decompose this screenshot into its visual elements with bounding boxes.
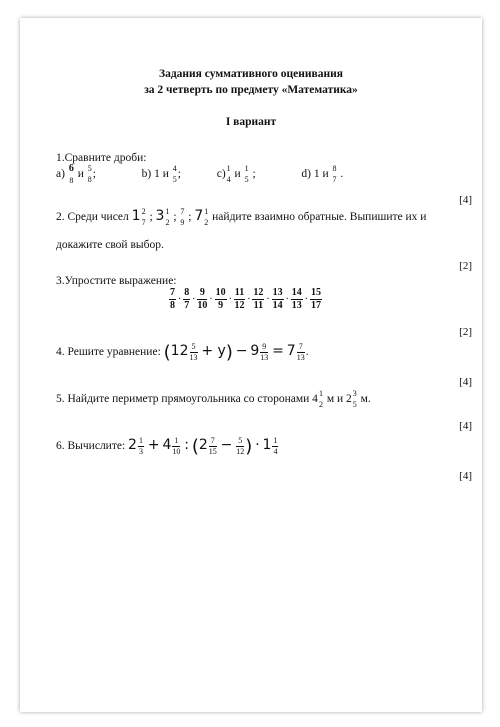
fraction: $\frac{9}{10}$ <box>197 287 208 311</box>
fraction: $\frac{13}{14}$ <box>272 287 283 311</box>
multiply-dot: · <box>192 294 196 305</box>
task-6-points: [4] <box>459 470 472 482</box>
fraction: $\frac{7}{15}$ <box>208 436 217 456</box>
fraction: $\frac{12}{11}$ <box>253 287 264 311</box>
fraction: $\frac{5}{13}$ <box>189 342 198 362</box>
task-5-points: [4] <box>459 420 472 432</box>
fraction: 1 2 <box>165 207 170 227</box>
task-3-points: [2] <box>459 326 472 338</box>
task-1-points: [4] <box>459 194 472 206</box>
multiply-dot: · <box>266 294 270 305</box>
task-1-c: c) 1 4 и 1 5 ; <box>216 164 256 184</box>
task-4-points: [4] <box>459 376 472 388</box>
task-1-heading: 1.Сравните дроби: <box>56 152 147 164</box>
fraction: $\frac{9}{13}$ <box>260 342 269 362</box>
variant-title: I вариант <box>225 116 277 128</box>
task-5-line: 5. Найдите периметр прямоугольника со сторонами 4 1 2 м и 2 3 5 м. <box>56 389 371 409</box>
task-2-points: [2] <box>459 260 472 272</box>
fraction: $\frac{5}{12}$ <box>236 436 245 456</box>
fraction: $\frac{7}{13}$ <box>296 342 305 362</box>
task-1-d: d) 1 и 8 7 . <box>301 164 344 184</box>
fraction: 8 7 <box>332 164 337 184</box>
multiply-dot: · <box>178 294 182 305</box>
task-4-line: 4. Решите уравнение: (12 $\frac{5}{13}$ + y) − 9 $\frac{9}{13}$ = 7 $\frac{7}{13}$ . <box>56 342 309 363</box>
multiply-dot: · <box>209 294 213 305</box>
multiply-dot: · <box>247 294 251 305</box>
fraction: 7 9 <box>180 207 185 227</box>
task-6-line: 6. Вычислите: 2 $\frac{1}{3}$ + 4 $\frac{1}{10}$ : (2 $\frac{7}{15}$ − $\frac{5}{12}$ ) · 1 $\frac{1}{4}$ <box>56 436 278 457</box>
fraction: $\frac{10}{9}$ <box>215 287 226 311</box>
task-3-expression <box>168 288 323 311</box>
fraction: $\frac{1}{10}$ <box>172 436 181 456</box>
fraction: 1 4 <box>226 164 231 184</box>
task-2-line-2: докажите свой выбор. <box>56 239 164 251</box>
fraction: $\frac{1}{4}$ <box>273 436 278 456</box>
fraction: 1 5 <box>244 164 249 184</box>
task-3-heading: 3.Упростите выражение: <box>56 275 177 287</box>
fraction: $\frac{14}{13}$ <box>291 287 302 311</box>
task-1-a: а) 6 8 и 5 8 ; <box>56 163 96 185</box>
fraction: 5 8 <box>87 164 92 184</box>
task-1-b: b) 1 и 4 5 ; <box>141 164 181 184</box>
task-1-items <box>56 164 343 185</box>
fraction: $\frac{1}{3}$ <box>138 436 143 456</box>
fraction: 1 2 <box>204 207 209 227</box>
fraction: 4 5 <box>172 164 177 184</box>
title-line-1: Задания суммативного оценивания <box>159 68 343 80</box>
worksheet-page <box>20 18 482 712</box>
fraction: $\frac{8}{7}$ <box>184 287 190 311</box>
fraction: 6 8 <box>68 163 74 185</box>
fraction: $\frac{15}{17}$ <box>310 287 321 311</box>
multiply-dot: · <box>285 294 289 305</box>
fraction: 3 5 <box>352 389 357 409</box>
fraction: 1 2 <box>318 389 323 409</box>
fraction: 2 7 <box>141 207 146 227</box>
task-2-line-1: 2. Среди чисел 1 2 7 ; 3 1 2 ; 7 9 ; 7 1 2 найдите взаимно обратные. Выпишите их и <box>56 207 427 227</box>
multiply-dot: · <box>228 294 232 305</box>
title-line-2: за 2 четверть по предмету «Математика» <box>144 84 358 96</box>
fraction: $\frac{7}{8}$ <box>170 287 175 311</box>
fraction: $\frac{11}{12}$ <box>234 287 245 311</box>
multiply-dot: · <box>304 294 308 305</box>
